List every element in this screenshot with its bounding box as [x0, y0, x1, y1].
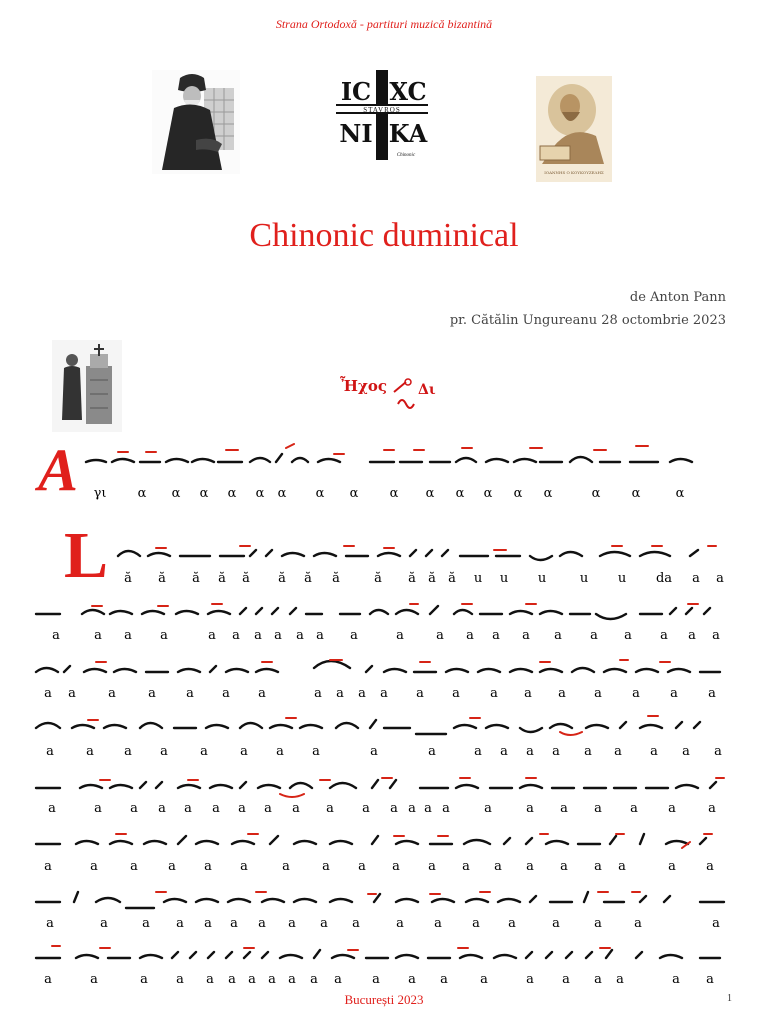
syllable: α	[543, 486, 553, 501]
syllable: a	[268, 972, 276, 987]
seal-ni: NI	[339, 119, 373, 148]
syllable: a	[396, 628, 404, 643]
syllable: a	[554, 628, 562, 643]
syllable: a	[706, 859, 714, 874]
syllable: a	[440, 972, 448, 987]
syllable: a	[526, 744, 534, 759]
syllable: a	[44, 686, 52, 701]
syllable: a	[204, 859, 212, 874]
syllable: a	[714, 744, 722, 759]
martyria-text: Δι	[418, 382, 436, 398]
syllable: a	[408, 801, 416, 816]
syllable: α	[349, 486, 359, 501]
syllable: a	[500, 744, 508, 759]
lyric-row-5	[0, 744, 768, 762]
syllable: a	[472, 916, 480, 931]
syllable: a	[46, 916, 54, 931]
syllable: a	[466, 628, 474, 643]
syllable: a	[52, 628, 60, 643]
syllable: a	[90, 859, 98, 874]
syllable: a	[492, 628, 500, 643]
syllable: a	[552, 916, 560, 931]
document-title: Chinonic duminical	[249, 217, 519, 254]
syllable: ă	[218, 571, 226, 586]
syllable: a	[614, 744, 622, 759]
syllable: a	[682, 744, 690, 759]
editor-line: pr. Cătălin Ungureanu 28 octombrie 2023	[449, 313, 726, 328]
syllable: u	[537, 571, 547, 586]
ic-xc-nika-cross-icon	[336, 70, 428, 160]
syllable: a	[240, 859, 248, 874]
mode-label: Ἦχος	[340, 377, 387, 395]
syllable: a	[590, 628, 598, 643]
syllable: a	[282, 859, 290, 874]
footer-city: București 2023	[344, 992, 424, 1007]
syllable: a	[380, 686, 388, 701]
syllable: a	[176, 972, 184, 987]
syllable: a	[158, 801, 166, 816]
syllable: a	[352, 916, 360, 931]
syllable: a	[428, 859, 436, 874]
syllable: a	[408, 972, 416, 987]
syllable: a	[288, 972, 296, 987]
syllable: u	[499, 571, 509, 586]
syllable: α	[227, 486, 237, 501]
syllable: a	[184, 801, 192, 816]
syllable: a	[552, 744, 560, 759]
syllable: a	[370, 744, 378, 759]
syllable: a	[228, 972, 236, 987]
seal-signature: Chinonic	[396, 153, 416, 158]
syllable: a	[334, 972, 342, 987]
syllable: a	[670, 686, 678, 701]
syllable: a	[86, 744, 94, 759]
syllable: a	[560, 801, 568, 816]
syllable: a	[508, 916, 516, 931]
syllable: a	[142, 916, 150, 931]
syllable: ă	[428, 571, 436, 586]
syllable: a	[222, 686, 230, 701]
syllable: a	[200, 744, 208, 759]
syllable: a	[94, 801, 102, 816]
syllable: a	[560, 859, 568, 874]
lyric-row-7	[0, 859, 768, 877]
page-number: 1	[727, 993, 732, 1004]
syllable: a	[522, 628, 530, 643]
syllable: a	[310, 972, 318, 987]
syllable: a	[168, 859, 176, 874]
syllable: a	[186, 686, 194, 701]
seal-ka: KA	[388, 119, 428, 148]
syllable: a	[160, 744, 168, 759]
syllable: u	[579, 571, 589, 586]
syllable: a	[616, 972, 624, 987]
engraving-caption: IOANNHS Ο ΚΟΥΚΟΥΖΕΛΗΣ	[544, 170, 604, 175]
syllable: a	[44, 859, 52, 874]
syllable: a	[160, 628, 168, 643]
syllable: a	[634, 916, 642, 931]
lyric-row-3	[0, 628, 768, 646]
syllable: ă	[278, 571, 286, 586]
syllable: a	[44, 972, 52, 987]
syllable: α	[675, 486, 685, 501]
neume-row-2	[0, 536, 768, 576]
syllable: a	[708, 686, 716, 701]
syllable: a	[490, 686, 498, 701]
syllable: a	[442, 801, 450, 816]
syllable: α	[389, 486, 399, 501]
syllable: a	[292, 801, 300, 816]
syllable: a	[618, 859, 626, 874]
syllable: a	[562, 972, 570, 987]
syllable: a	[630, 801, 638, 816]
syllable: a	[208, 628, 216, 643]
syllable: a	[392, 859, 400, 874]
syllable: a	[524, 686, 532, 701]
syllable: ă	[448, 571, 456, 586]
syllable: a	[526, 801, 534, 816]
syllable: a	[594, 686, 602, 701]
syllable: α	[137, 486, 147, 501]
syllable: a	[692, 571, 700, 586]
syllable: a	[358, 686, 366, 701]
seal-stavros: STAVROS	[363, 106, 401, 114]
syllable: a	[212, 801, 220, 816]
syllable: γι	[93, 486, 107, 501]
syllable: a	[254, 628, 262, 643]
syllable: a	[68, 686, 76, 701]
initial-letter-l: L	[64, 519, 109, 592]
syllable: a	[632, 686, 640, 701]
syllable: a	[668, 859, 676, 874]
syllable: a	[46, 744, 54, 759]
syllable: ă	[192, 571, 200, 586]
syllable: a	[452, 686, 460, 701]
syllable: ă	[124, 571, 132, 586]
syllable: a	[100, 916, 108, 931]
initial-letter-a: A	[38, 437, 79, 503]
syllable: a	[706, 972, 714, 987]
syllable: a	[708, 801, 716, 816]
syllable: a	[668, 801, 676, 816]
syllable: a	[288, 916, 296, 931]
syllable: a	[336, 686, 344, 701]
syllable: a	[416, 686, 424, 701]
syllable: α	[455, 486, 465, 501]
syllable: a	[688, 628, 696, 643]
syllable: a	[584, 744, 592, 759]
syllable: a	[296, 628, 304, 643]
syllable: a	[238, 801, 246, 816]
syllable: α	[315, 486, 325, 501]
syllable: a	[314, 686, 322, 701]
syllable: a	[494, 859, 502, 874]
syllable: a	[594, 972, 602, 987]
lyric-row-4	[0, 686, 768, 704]
syllable: a	[712, 916, 720, 931]
syllable: ă	[304, 571, 312, 586]
syllable: a	[148, 686, 156, 701]
syllable: a	[258, 916, 266, 931]
site-header: Strana Ortodoxă - partituri muzică bizantină	[275, 17, 493, 31]
syllable: a	[484, 801, 492, 816]
lyric-row-1	[0, 486, 768, 504]
lyric-row-8	[0, 916, 768, 934]
syllable: α	[277, 486, 287, 501]
syllable: a	[660, 628, 668, 643]
syllable: a	[462, 859, 470, 874]
syllable: a	[130, 801, 138, 816]
syllable: a	[312, 744, 320, 759]
syllable: α	[425, 486, 435, 501]
author-line: de Anton Pann	[629, 290, 726, 305]
syllable: a	[716, 571, 724, 586]
syllable: a	[672, 972, 680, 987]
mode-martyria-icon	[392, 374, 436, 410]
syllable: a	[480, 972, 488, 987]
syllable: a	[124, 744, 132, 759]
syllable: a	[326, 801, 334, 816]
syllable: α	[199, 486, 209, 501]
syllable: a	[624, 628, 632, 643]
seal-xc: XC	[389, 77, 427, 106]
syllable: ă	[408, 571, 416, 586]
chanter-image	[52, 340, 122, 432]
syllable: a	[176, 916, 184, 931]
syllable: a	[140, 972, 148, 987]
syllable: a	[594, 859, 602, 874]
syllable: a	[390, 801, 398, 816]
monk-portrait-image	[152, 70, 240, 174]
syllable: α	[591, 486, 601, 501]
syllable: α	[631, 486, 641, 501]
syllable: ă	[332, 571, 340, 586]
syllable: u	[617, 571, 627, 586]
syllable: a	[276, 744, 284, 759]
seal-ic: IC	[340, 77, 372, 106]
syllable: a	[526, 859, 534, 874]
syllable: α	[513, 486, 523, 501]
syllable: a	[320, 916, 328, 931]
syllable: a	[396, 916, 404, 931]
syllable: a	[474, 744, 482, 759]
syllable: a	[434, 916, 442, 931]
syllable: ă	[374, 571, 382, 586]
syllable: a	[526, 972, 534, 987]
syllable: a	[712, 628, 720, 643]
syllable: α	[171, 486, 181, 501]
syllable: a	[316, 628, 324, 643]
lyric-row-2	[0, 571, 768, 589]
neume-row-1	[0, 440, 768, 480]
syllable: a	[436, 628, 444, 643]
syllable: a	[90, 972, 98, 987]
syllable: a	[350, 628, 358, 643]
syllable: a	[230, 916, 238, 931]
syllable: a	[94, 628, 102, 643]
syllable: ă	[242, 571, 250, 586]
syllable: α	[255, 486, 265, 501]
saint-engraving-image	[536, 76, 612, 182]
syllable: u	[473, 571, 483, 586]
syllable: a	[48, 801, 56, 816]
syllable: a	[424, 801, 432, 816]
syllable: a	[558, 686, 566, 701]
syllable: a	[206, 972, 214, 987]
syllable: a	[274, 628, 282, 643]
syllable: a	[428, 744, 436, 759]
syllable: a	[322, 859, 330, 874]
syllable: a	[362, 801, 370, 816]
lyric-row-9	[0, 972, 768, 990]
syllable: a	[372, 972, 380, 987]
syllable: a	[258, 686, 266, 701]
syllable: a	[358, 859, 366, 874]
syllable: a	[240, 744, 248, 759]
syllable: a	[594, 801, 602, 816]
syllable: α	[483, 486, 493, 501]
syllable: a	[248, 972, 256, 987]
syllable: a	[264, 801, 272, 816]
syllable: a	[108, 686, 116, 701]
syllable: a	[594, 916, 602, 931]
lyric-row-6	[0, 801, 768, 819]
syllable: a	[650, 744, 658, 759]
syllable: a	[232, 628, 240, 643]
syllable: a	[204, 916, 212, 931]
syllable: a	[130, 859, 138, 874]
syllable: a	[124, 628, 132, 643]
syllable: da	[655, 571, 673, 586]
syllable: ă	[158, 571, 166, 586]
